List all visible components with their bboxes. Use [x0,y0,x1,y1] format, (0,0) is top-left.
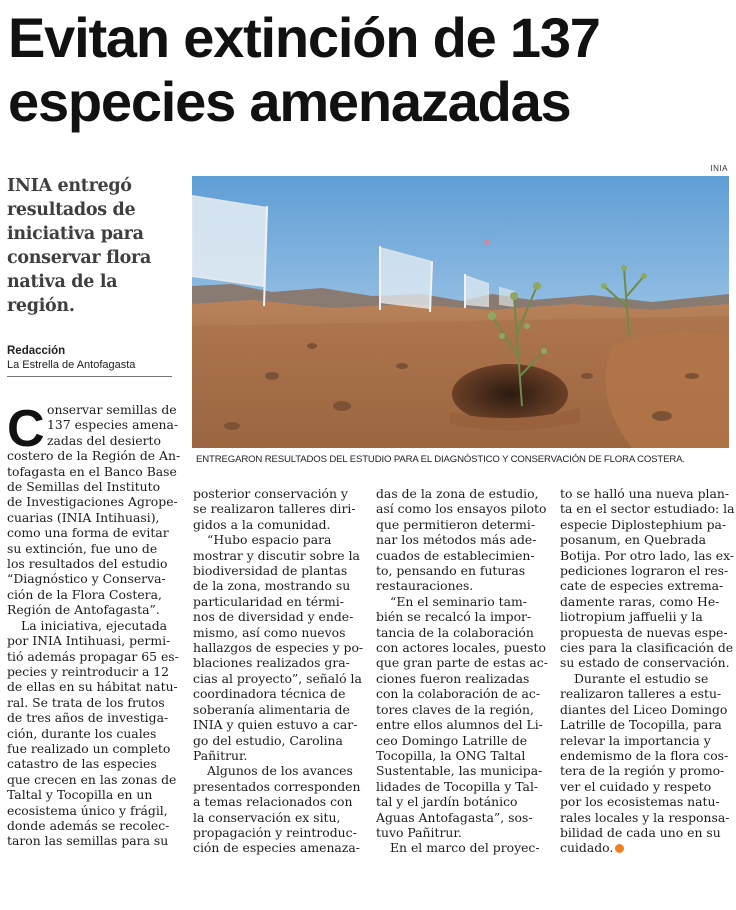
text-line: das de la zona de estudio, [376,486,539,501]
text-line: ta en el sector estudiado: la [560,501,735,517]
text-line: ción de la Flora Costera, [7,586,162,602]
text-line: costero de la Región de An- [7,448,181,464]
text-line: tió además propagar 65 es- [7,648,179,664]
text-line: Región de Antofagasta”. [7,602,160,618]
article-photo [192,176,729,448]
text-line: restauraciones. [376,578,474,594]
text-line: zadas del desierto [47,432,161,448]
text-line: catastro de las especies [7,756,157,772]
text-line: donde además se recolec- [7,817,170,833]
text-line: tancia de la colaboración [376,624,534,640]
text-line: tera de la región y promo- [560,763,725,779]
text-line: posterior conservación y [193,486,348,501]
text-line: coordinadora técnica de [193,686,346,702]
text-line: su estado de conservación. [560,655,730,671]
text-line: Tocopilla, la ONG Taltal [376,747,526,763]
text-line: ver el cuidado y respeto [560,778,712,794]
text-line: blaciones realizados gra- [193,655,350,671]
text-line: bién se recalcó la impor- [376,609,532,625]
text-line-last [560,840,732,855]
text-line: bilidad de cada uno en su [560,824,721,840]
text-line: particularidad en térmi- [193,593,344,609]
headline-line-1: Evitan extinción de 137 [8,6,600,69]
text-line: Taltal y Tocopilla en un [7,787,153,803]
text-line: ral. Se trata de los frutos [7,694,165,710]
text-line: Algunos de los avances [207,763,353,779]
text-line: go del estudio, Carolina [193,732,343,748]
text-column-1 [7,402,181,849]
text-line: “Diagnóstico y Conserva- [7,571,166,587]
text-line: realizaron talleres a estu- [560,686,722,702]
text-line: se realizaron talleres diri- [193,501,356,517]
text-line: entre ellos alumnos del Li- [376,717,543,733]
photo-caption: ENTREGARON RESULTADOS DEL ESTUDIO PARA EL DIAGNÓSTICO Y CONSERVACIÓN DE FLORA COSTERA. [196,454,685,465]
text-line: pecies y reintroducir a 12 [7,663,170,679]
text-line: con la colaboración de ac- [376,686,541,702]
text-line: liotropium jaffuelii y la [560,609,703,625]
lead-line: resultados de [7,200,136,220]
text-column-2 [193,486,365,856]
text-line: ción de especies amenaza- [193,840,360,856]
text-line: especie Diplostephium pa- [560,516,727,532]
lead-line: conservar flora [7,248,151,268]
text-line: Latrille de Tocopilla, para [560,717,722,733]
article-headline [8,6,730,134]
text-line: cias al proyecto”, señaló la [193,670,362,686]
text-line: onservar semillas de [47,402,177,417]
text-line: “Hubo espacio para [207,532,332,548]
text-line: biodiversidad de plantas [193,563,348,579]
byline-divider [7,376,172,377]
text-line: por INIA Intihuasi, permi- [7,633,171,649]
lead-line: iniciativa para [7,224,144,244]
text-line: hallazgos de especies y po- [193,640,364,656]
text-line: que permitieron determi- [376,516,536,532]
text-line: tuvo Pañitrur. [376,824,462,840]
text-line: que gran parte de estas ac- [376,655,548,671]
text-line: con actores locales, puesto [376,640,546,656]
text-line: de Semillas del Instituto [7,479,161,495]
text-line: nar los métodos más ade- [376,532,537,548]
text-line: rales locales y la responsa- [560,809,730,825]
text-line: lidades de Tocopilla y Tal- [376,778,539,794]
text-line: la conservación ex situ, [193,809,341,825]
text-line: mismo, así como nuevos [193,624,346,640]
text-line: de tres años de investiga- [7,710,169,726]
text-line: ción, durante los cuales [7,725,157,741]
text-line: relevar la importancia y [560,732,711,748]
byline-author: Redacción [7,345,66,357]
text-column-3 [376,486,546,856]
text-line: de Investigaciones Agrope- [7,494,178,510]
text-line: damente raras, como He- [560,593,720,609]
lead-line: INIA entregó [7,176,132,196]
photo-credit: INIA [710,164,728,173]
end-of-article-icon [615,844,624,853]
text-line: que crecen en las zonas de [7,771,177,787]
text-line: fue realizado un completo [7,740,171,756]
text-line: gidos a la comunidad. [193,516,331,532]
text-line: cuados de establecimien- [376,547,535,563]
text-line: tal y el jardín botánico [376,794,518,810]
text-line: ciones fueron realizadas [376,670,530,686]
text-line: ecosistema único y frágil, [7,802,168,818]
text-line: a temas relacionados con [193,794,353,810]
text-line: soberanía alimentaria de [193,701,350,717]
text-line: Pañitrur. [193,747,248,763]
text-line: diantes del Liceo Domingo [560,701,728,717]
text-line: En el marco del proyec- [390,840,540,856]
text-line: to, pensando en futuras [376,563,526,579]
text-line: de la zona, mostrando su [193,578,351,594]
text-line: presentados corresponden [193,778,361,794]
drop-cap: C [7,400,45,458]
text-line: su extinción, fue uno de [7,540,158,556]
text-line: endemismo de la flora cos- [560,747,729,763]
text-line: mostrar y discutir sobre la [193,547,360,563]
text-line: como una forma de evitar [7,525,169,541]
headline-line-2: especies amenazadas [8,70,571,133]
text-line: propuesta de nuevas espe- [560,624,728,640]
text-line: los resultados del estudio [7,556,168,572]
text-line: pediciones lograron el res- [560,563,729,579]
text-line: Durante el estudio se [574,670,709,686]
text-line: Aguas Antofagasta”, sos- [376,809,533,825]
text-line: por los ecosistemas natu- [560,794,720,810]
text-line: La iniciativa, ejecutada [21,617,168,633]
text-line: ceo Domingo Latrille de [376,732,528,748]
text-line: posanum, en Quebrada [560,532,707,548]
text-line: tofagasta en el Banco Base [7,463,177,479]
text-line: propagación y reintroduc- [193,824,357,840]
text-line: INIA y quien estuvo a car- [193,717,358,733]
text-line: taron las semillas para su [7,833,169,849]
lead-line: región. [7,296,75,316]
byline-outlet: La Estrella de Antofagasta [7,359,136,371]
text-line: “En el seminario tam- [390,593,527,609]
text-line: cies para la clasificación de [560,640,734,656]
text-line: Sustentable, las municipa- [376,763,543,779]
article-lead [7,174,182,318]
text-line: de ellas en su hábitat natu- [7,679,178,695]
text-line: cate de especies extrema- [560,578,724,594]
text-line: cuarias (INIA Intihuasi), [7,509,160,525]
text-column-4 [560,486,735,856]
text-line: to se halló una nueva plan- [560,486,730,501]
last-line-text: cuidado. [560,840,614,856]
text-line: así como los ensayos piloto [376,501,547,517]
text-line: 137 especies amena- [47,417,179,433]
text-line: tores claves de la región, [376,701,534,717]
text-line: Botija. Por otro lado, las ex- [560,547,735,563]
text-line: nos de diversidad y ende- [193,609,354,625]
lead-line: nativa de la [7,272,118,292]
